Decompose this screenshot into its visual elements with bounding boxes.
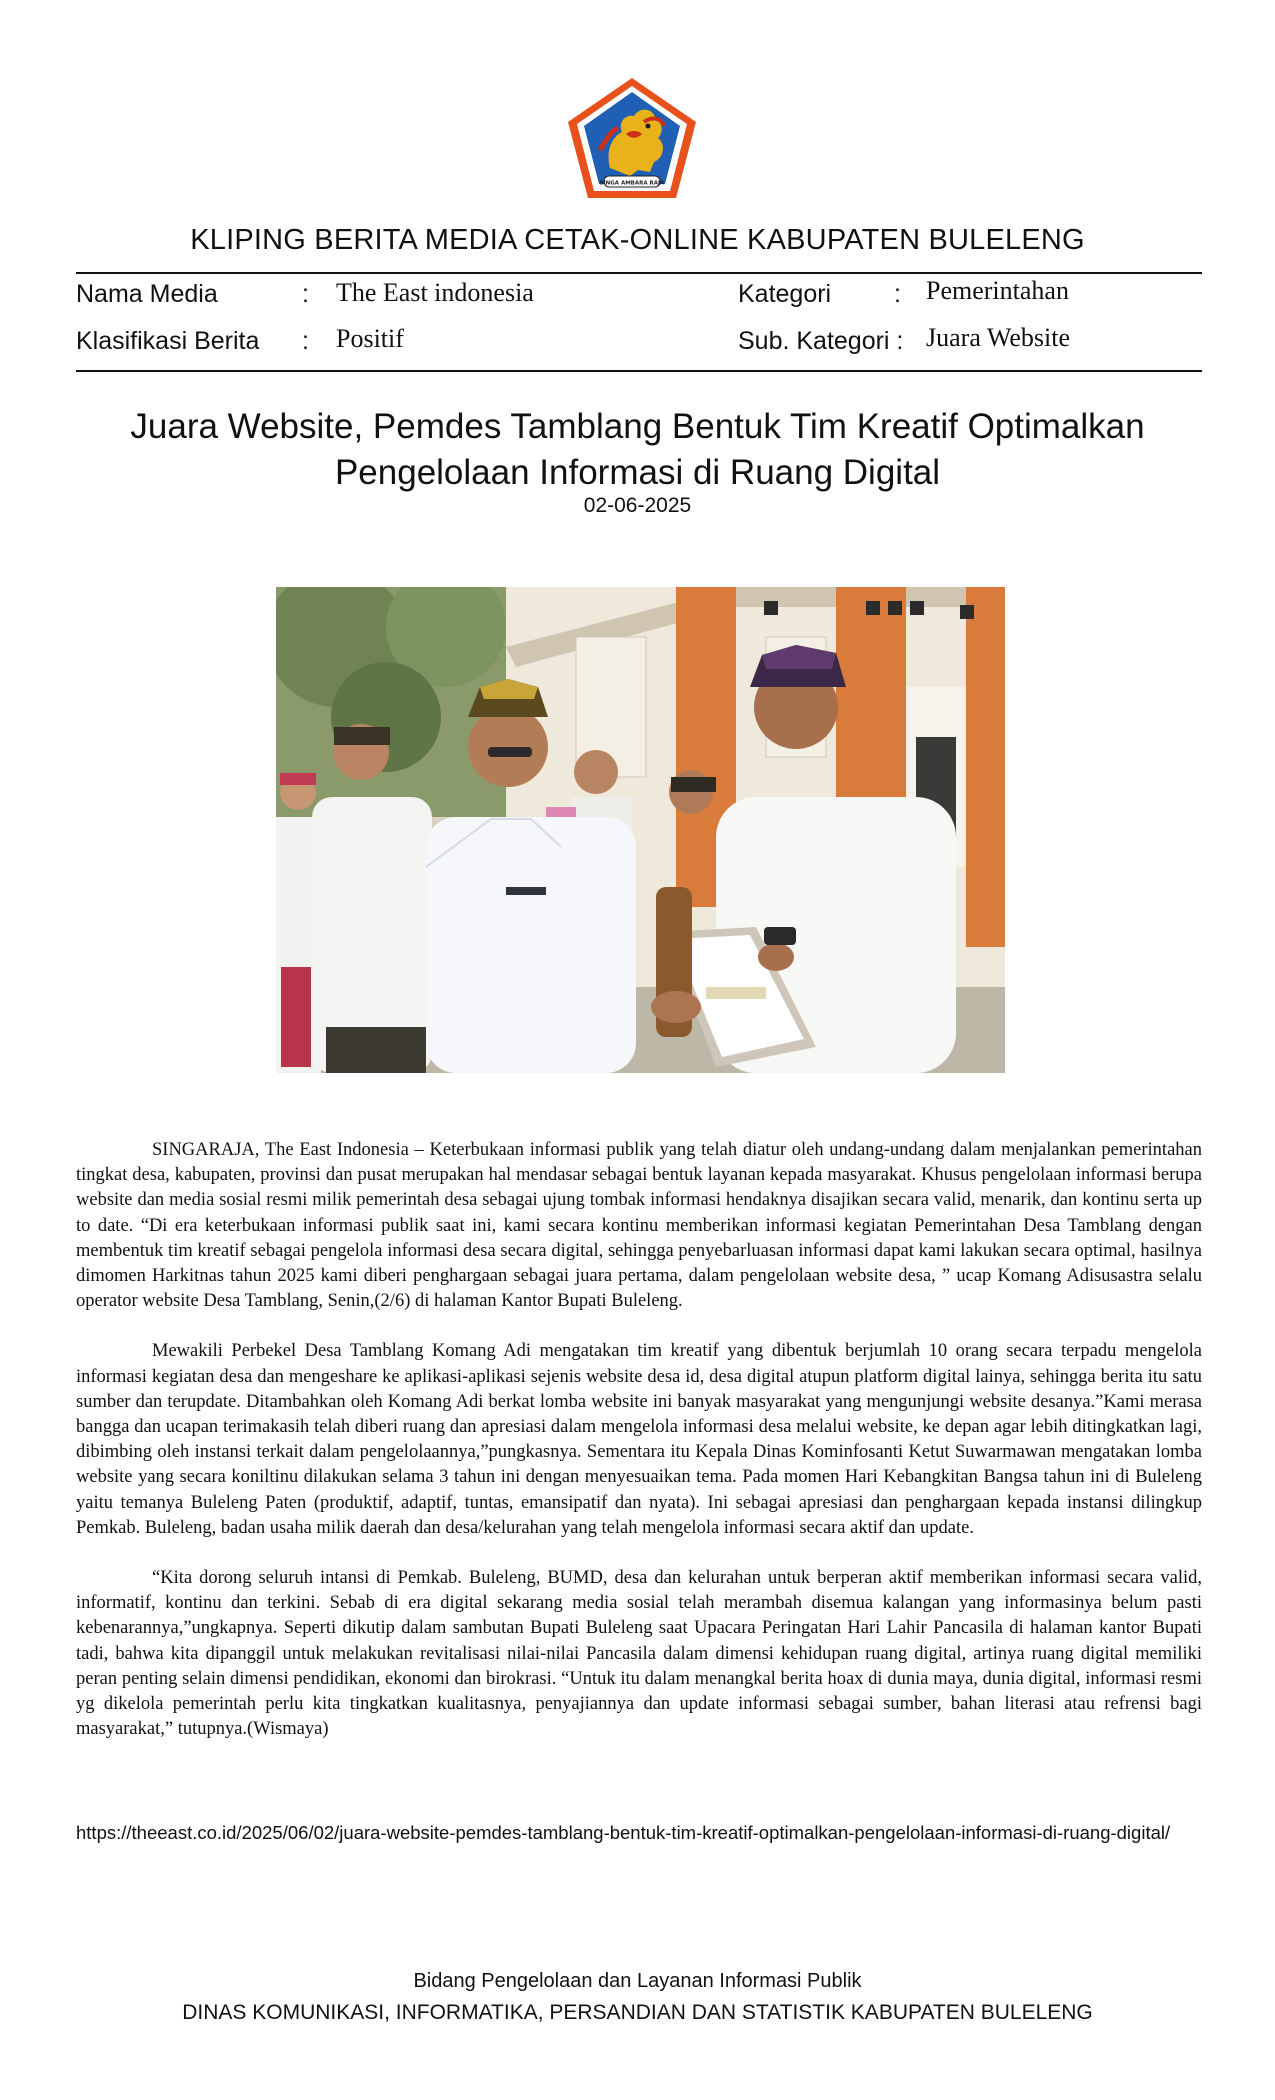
article-paragraph: “Kita dorong seluruh intansi di Pemkab. Buleleng, BUMD, desa dan kelurahan untuk berperan aktif memberikan informasi secara valid, informatif, kontinu dan terkini. Sebab di era digital sekarang media sosial telah merambah disemua kalangan yang informasinya belum pasti kebenarannya,”ungkapnya. Seperti dikutip dalam sambutan Bupati Buleleng saat Upacara Peringatan Hari Lahir Pancasila di halaman kantor Bupati tadi, bahwa kita dipanggil untuk melakukan revitalisasi nilai-nilai Pancasila dalam dimensi kehidupan ruang digital, artinya ruang digital memiliki peran penting selain dimensi pendidikan, ekonomi dan birokrasi. “Untuk itu dalam menangkal berita hoax di dunia maya, dunia digital, informasi resmi yg dikelola pemerintah perlu kita tingkatkan kualitasnya, penyajiannya dan update informasi sebagai sumber, bahan literasi atau refrensi bagi masyarakat,” tutupnya.(Wismaya) — [76, 1568, 1202, 1740]
classification-value: Positif — [336, 324, 404, 353]
article-paragraph: SINGARAJA, The East Indonesia – Keterbukaan informasi publik yang telah diatur oleh undang-undang dalam menjalankan pemerintahan tingkat desa, kabupaten, provinsi dan pusat merupakan hal mendasar sebagai bentuk layanan kepada masyarakat. Khusus pengelolaan informasi berupa website dan media sosial resmi milik pemerintah desa sebagai ujung tombak informasi hendaknya disajikan secara valid, menarik, dan kontinu serta up to date. “Di era keterbukaan informasi publik saat ini, kami secara kontinu memberikan informasi kegiatan Pemerintahan Desa Tamblang dengan membentuk tim kreatif sebagai pengelola informasi desa secara digital, sehingga penyebarluasan informasi dapat kami lakukan secara optimal, hasilnya dimomen Harkitnas tahun 2025 kami diberi penghargaan sebagai juara pertama, dalam pengelolaan website desa, ” ucap Komang Adisusastra selalu operator website Desa Tamblang, Senin,(2/6) di halaman Kantor Bupati Buleleng. — [76, 1140, 1202, 1312]
footer-division: Bidang Pengelolaan dan Layanan Informasi Publik — [413, 1970, 862, 1992]
subcategory-value: Juara Website — [926, 323, 1070, 352]
footer-agency: DINAS KOMUNIKASI, INFORMATIKA, PERSANDIAN DAN STATISTIK KABUPATEN BULELENG — [182, 2001, 1093, 2024]
category-colon: : — [894, 280, 901, 308]
buleleng-coat-of-arms-icon — [566, 76, 698, 200]
clipping-header-title: KLIPING BERITA MEDIA CETAK-ONLINE KABUPATEN BULELENG — [190, 224, 1085, 256]
article-body — [76, 1138, 1202, 1767]
classification-colon: : — [302, 327, 309, 355]
logo-motto: SINGA AMBARA RAJA — [599, 180, 665, 187]
article-paragraph: Mewakili Perbekel Desa Tamblang Komang Adi mengatakan tim kreatif yang dibentuk berjumlah 10 orang secara terpadu mengelola informasi kegiatan desa dan mengeshare ke aplikasi-aplikasi sejenis website desa id, desa digital atupun platform digital lainya, sehingga berita itu satu sumber dan terupdate. Ditambahkan oleh Komang Adi berkat lomba website ini banyak masyarakat yang mengunjungi website desanya.”Kami merasa bangga dan ucapan terimakasih telah diberi ruang dan apresiasi dalam mengelola informasi desa melalui website, ke depan agar lebih ditingkatkan lagi, dibimbing oleh instansi terkait dalam pengelolaannya,”pungkasnya. Sementara itu Kepala Dinas Kominfosanti Ketut Suwarmawan mengatakan lomba website yang secara koniltinu dilakukan selama 3 tahun ini dengan menyesuaikan tema. Pada momen Hari Kebangkitan Bangsa tahun ini di Buleleng yaitu temanya Buleleng Paten (produktif, adaptif, tuntas, emansipatif dan nyata). Ini sebagai apresiasi dan penghargaan kepada instansi dilingkup Pemkab. Buleleng, badan usaha milik daerah dan desa/kelurahan yang telah mengelola informasi secara aktif dan update. — [76, 1341, 1202, 1538]
header-divider-top — [76, 272, 1202, 274]
article-date: 02-06-2025 — [583, 494, 692, 517]
category-value: Pemerintahan — [926, 276, 1069, 305]
media-name-label: Nama Media — [76, 280, 218, 308]
article-title: Juara Website, Pemdes Tamblang Bentuk Tim Kreatif Optimalkan Pengelolaan Informasi di Ruang Digital — [130, 407, 1145, 492]
header-divider-bottom — [76, 370, 1202, 372]
article-photo — [276, 587, 1005, 1073]
subcategory-label: Sub. Kategori : — [738, 327, 904, 355]
media-name-value: The East indonesia — [336, 278, 534, 307]
source-url: https://theeast.co.id/2025/06/02/juara-website-pemdes-tamblang-bentuk-tim-kreatif-optimalkan-pengelolaan-informasi-di-ruang-digital/ — [76, 1822, 1171, 1843]
classification-label: Klasifikasi Berita — [76, 327, 260, 355]
media-name-colon: : — [302, 280, 309, 308]
category-label: Kategori — [738, 280, 832, 308]
